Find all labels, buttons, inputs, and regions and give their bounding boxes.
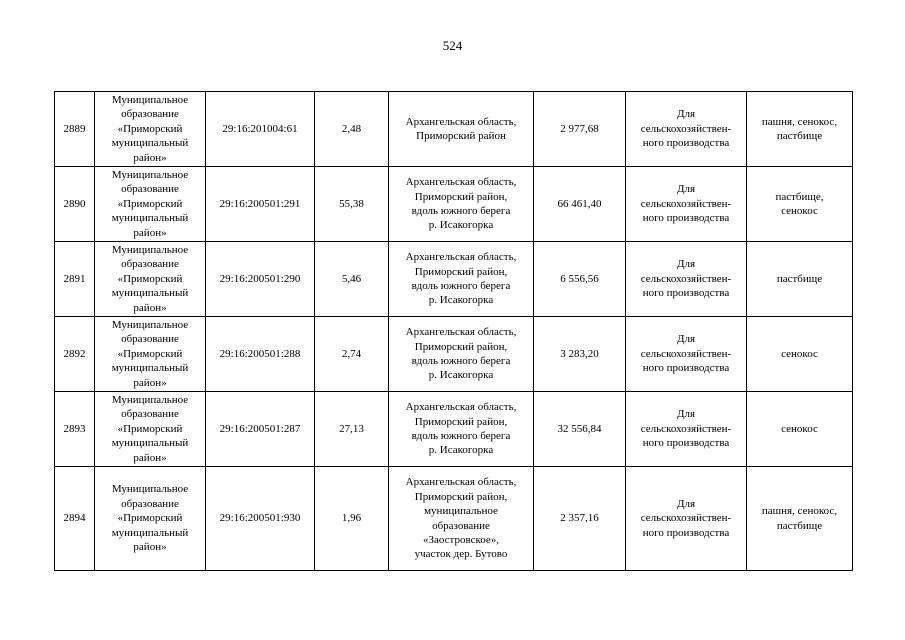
location-line: «Заостровское», [422,533,500,546]
location-line: р. Исакогорка [428,294,494,307]
land-type-line: пашня, сенокос, [761,115,838,128]
purpose-cell [626,392,747,467]
cadastral-value: 2 977,68 [560,122,599,135]
owner-line: муниципальный [111,137,189,150]
cadastral-value-cell [534,167,626,242]
land-type-line: пастбище [776,519,823,532]
row-number: 2890 [63,197,86,210]
location-line: р. Исакогорка [428,219,494,232]
cadastral-value-cell [534,242,626,317]
owner-line: «Приморский [117,197,183,210]
owner-line: образование [121,408,179,421]
area-value: 55,38 [339,197,364,210]
location-line: вдоль южного берега [411,205,511,217]
area-cell [315,242,389,317]
purpose-line: Для [676,258,696,271]
location-cell [389,167,534,242]
owner-cell [95,167,206,242]
owner-line: район» [133,541,167,554]
location-line: Архангельская область, [405,115,517,128]
owner-line: район» [133,376,167,389]
cadastral-number: 29:16:200501:290 [219,272,301,285]
row-number: 2892 [63,347,86,360]
land-type-cell [747,242,853,317]
owner-cell [95,92,206,167]
row-number: 2889 [63,122,86,135]
location-line: Архангельская область, [405,326,517,339]
cadastral-number-cell [206,317,315,392]
purpose-line: Для [676,108,696,121]
area-value: 2,48 [341,122,362,135]
purpose-line: Для [676,408,696,421]
owner-line: Муниципальное [111,168,189,181]
owner-cell [95,317,206,392]
location-line: р. Исакогорка [428,369,494,382]
owner-line: образование [121,497,179,510]
row-number-cell [55,92,95,167]
land-type-line: пашня, сенокос, [761,505,838,518]
location-line: Приморский район, [414,490,508,503]
cadastral-value: 2 357,16 [560,512,599,525]
location-line: вдоль южного берега [411,355,511,367]
cadastral-value-cell [534,92,626,167]
cadastral-value-cell [534,467,626,571]
location-line: Архангельская область, [405,476,517,489]
purpose-line: ного производства [642,362,730,375]
purpose-line: ного производства [642,287,730,300]
owner-line: образование [121,333,179,346]
owner-line: район» [133,451,167,464]
owner-line: муниципальный [111,437,189,450]
location-line: вдоль южного берега [411,430,511,442]
page-number: 524 [442,38,463,53]
location-cell [389,317,534,392]
owner-line: муниципальный [111,212,189,225]
purpose-line: сельскохозяйствен- [640,197,732,210]
purpose-line: сельскохозяйствен- [640,122,732,135]
cadastral-value: 3 283,20 [560,347,599,360]
cadastral-number-cell [206,92,315,167]
purpose-cell [626,467,747,571]
area-value: 2,74 [341,347,362,360]
row-number-cell [55,467,95,571]
area-cell [315,467,389,571]
land-type-line: сенокос [781,422,818,435]
owner-line: муниципальный [111,287,189,300]
owner-line: муниципальный [111,526,189,539]
location-line: Приморский район, [414,265,508,278]
purpose-line: сельскохозяйствен- [640,512,732,525]
purpose-line: ного производства [642,212,730,225]
land-type-cell [747,392,853,467]
purpose-cell [626,92,747,167]
purpose-line: сельскохозяйствен- [640,422,732,435]
location-line: участок дер. Бутово [414,548,508,561]
owner-line: Муниципальное [111,243,189,256]
area-cell [315,167,389,242]
purpose-line: Для [676,333,696,346]
owner-line: «Приморский [117,347,183,360]
owner-line: Муниципальное [111,393,189,406]
row-number: 2891 [63,272,86,285]
owner-cell [95,467,206,571]
location-line: Приморский район, [414,415,508,428]
owner-line: образование [121,258,179,271]
purpose-cell [626,317,747,392]
location-line: Архангельская область, [405,401,517,414]
cadastral-value-cell [534,392,626,467]
purpose-line: ного производства [642,137,730,150]
area-value: 27,13 [339,422,364,435]
land-type-line: сенокос [781,347,818,360]
row-number-cell [55,167,95,242]
location-line: р. Исакогорка [428,444,494,457]
area-value: 1,96 [341,512,362,525]
cadastral-number: 29:16:200501:291 [219,197,301,210]
location-line: Приморский район [416,130,506,142]
location-line: вдоль южного берега [411,280,511,292]
area-cell [315,92,389,167]
location-line: Архангельская область, [405,176,517,189]
location-line: образование [432,519,490,532]
table-row [55,392,853,467]
location-cell [389,242,534,317]
land-type-cell [747,92,853,167]
location-line: Архангельская область, [405,251,517,264]
owner-cell [95,392,206,467]
location-cell [389,392,534,467]
owner-line: «Приморский [117,272,183,285]
owner-cell [95,242,206,317]
land-type-line: сенокос [781,205,818,217]
cadastral-value: 32 556,84 [557,422,602,435]
owner-line: Муниципальное [111,93,189,106]
cadastral-number-cell [206,392,315,467]
purpose-line: Для [676,497,696,510]
table-row [55,167,853,242]
owner-line: район» [133,226,167,239]
cadastral-value: 6 556,56 [560,272,599,285]
cadastral-number: 29:16:200501:930 [219,512,301,525]
cadastral-number: 29:16:201004:61 [222,122,298,135]
owner-line: образование [121,183,179,196]
location-cell [389,467,534,571]
purpose-cell [626,242,747,317]
land-type-cell [747,467,853,571]
purpose-line: ного производства [642,526,730,539]
row-number: 2893 [63,422,86,435]
cadastral-number-cell [206,467,315,571]
cadastral-value-cell [534,317,626,392]
cadastral-number: 29:16:200501:288 [219,347,301,360]
table-row [55,317,853,392]
row-number: 2894 [63,512,86,525]
owner-line: «Приморский [117,122,183,135]
owner-line: Муниципальное [111,318,189,331]
table-row [55,92,853,167]
cadastral-number: 29:16:200501:287 [219,422,301,435]
table-body [55,92,853,571]
owner-line: образование [121,108,179,121]
purpose-line: Для [676,183,696,196]
row-number-cell [55,317,95,392]
purpose-line: сельскохозяйствен- [640,272,732,285]
row-number-cell [55,242,95,317]
purpose-cell [626,167,747,242]
table-row [55,467,853,571]
area-value: 5,46 [341,272,362,285]
row-number-cell [55,392,95,467]
land-type-line: пастбище [776,272,823,285]
location-line: муниципальное [424,505,498,518]
land-type-cell [747,167,853,242]
owner-line: «Приморский [117,422,183,435]
cadastral-number-cell [206,242,315,317]
area-cell [315,317,389,392]
cadastral-value: 66 461,40 [557,197,602,210]
owner-line: муниципальный [111,362,189,375]
cadastral-number-cell [206,167,315,242]
land-type-line: пастбище, [775,190,824,203]
owner-line: район» [133,151,167,164]
location-line: Приморский район, [414,340,508,353]
land-type-line: пастбище [776,130,823,142]
land-type-cell [747,317,853,392]
purpose-line: сельскохозяйствен- [640,347,732,360]
table-row [55,242,853,317]
location-cell [389,92,534,167]
location-line: Приморский район, [414,190,508,203]
area-cell [315,392,389,467]
purpose-line: ного производства [642,437,730,450]
owner-line: Муниципальное [111,483,189,496]
owner-line: «Приморский [117,512,183,525]
owner-line: район» [133,301,167,314]
land-registry-table [54,91,853,571]
